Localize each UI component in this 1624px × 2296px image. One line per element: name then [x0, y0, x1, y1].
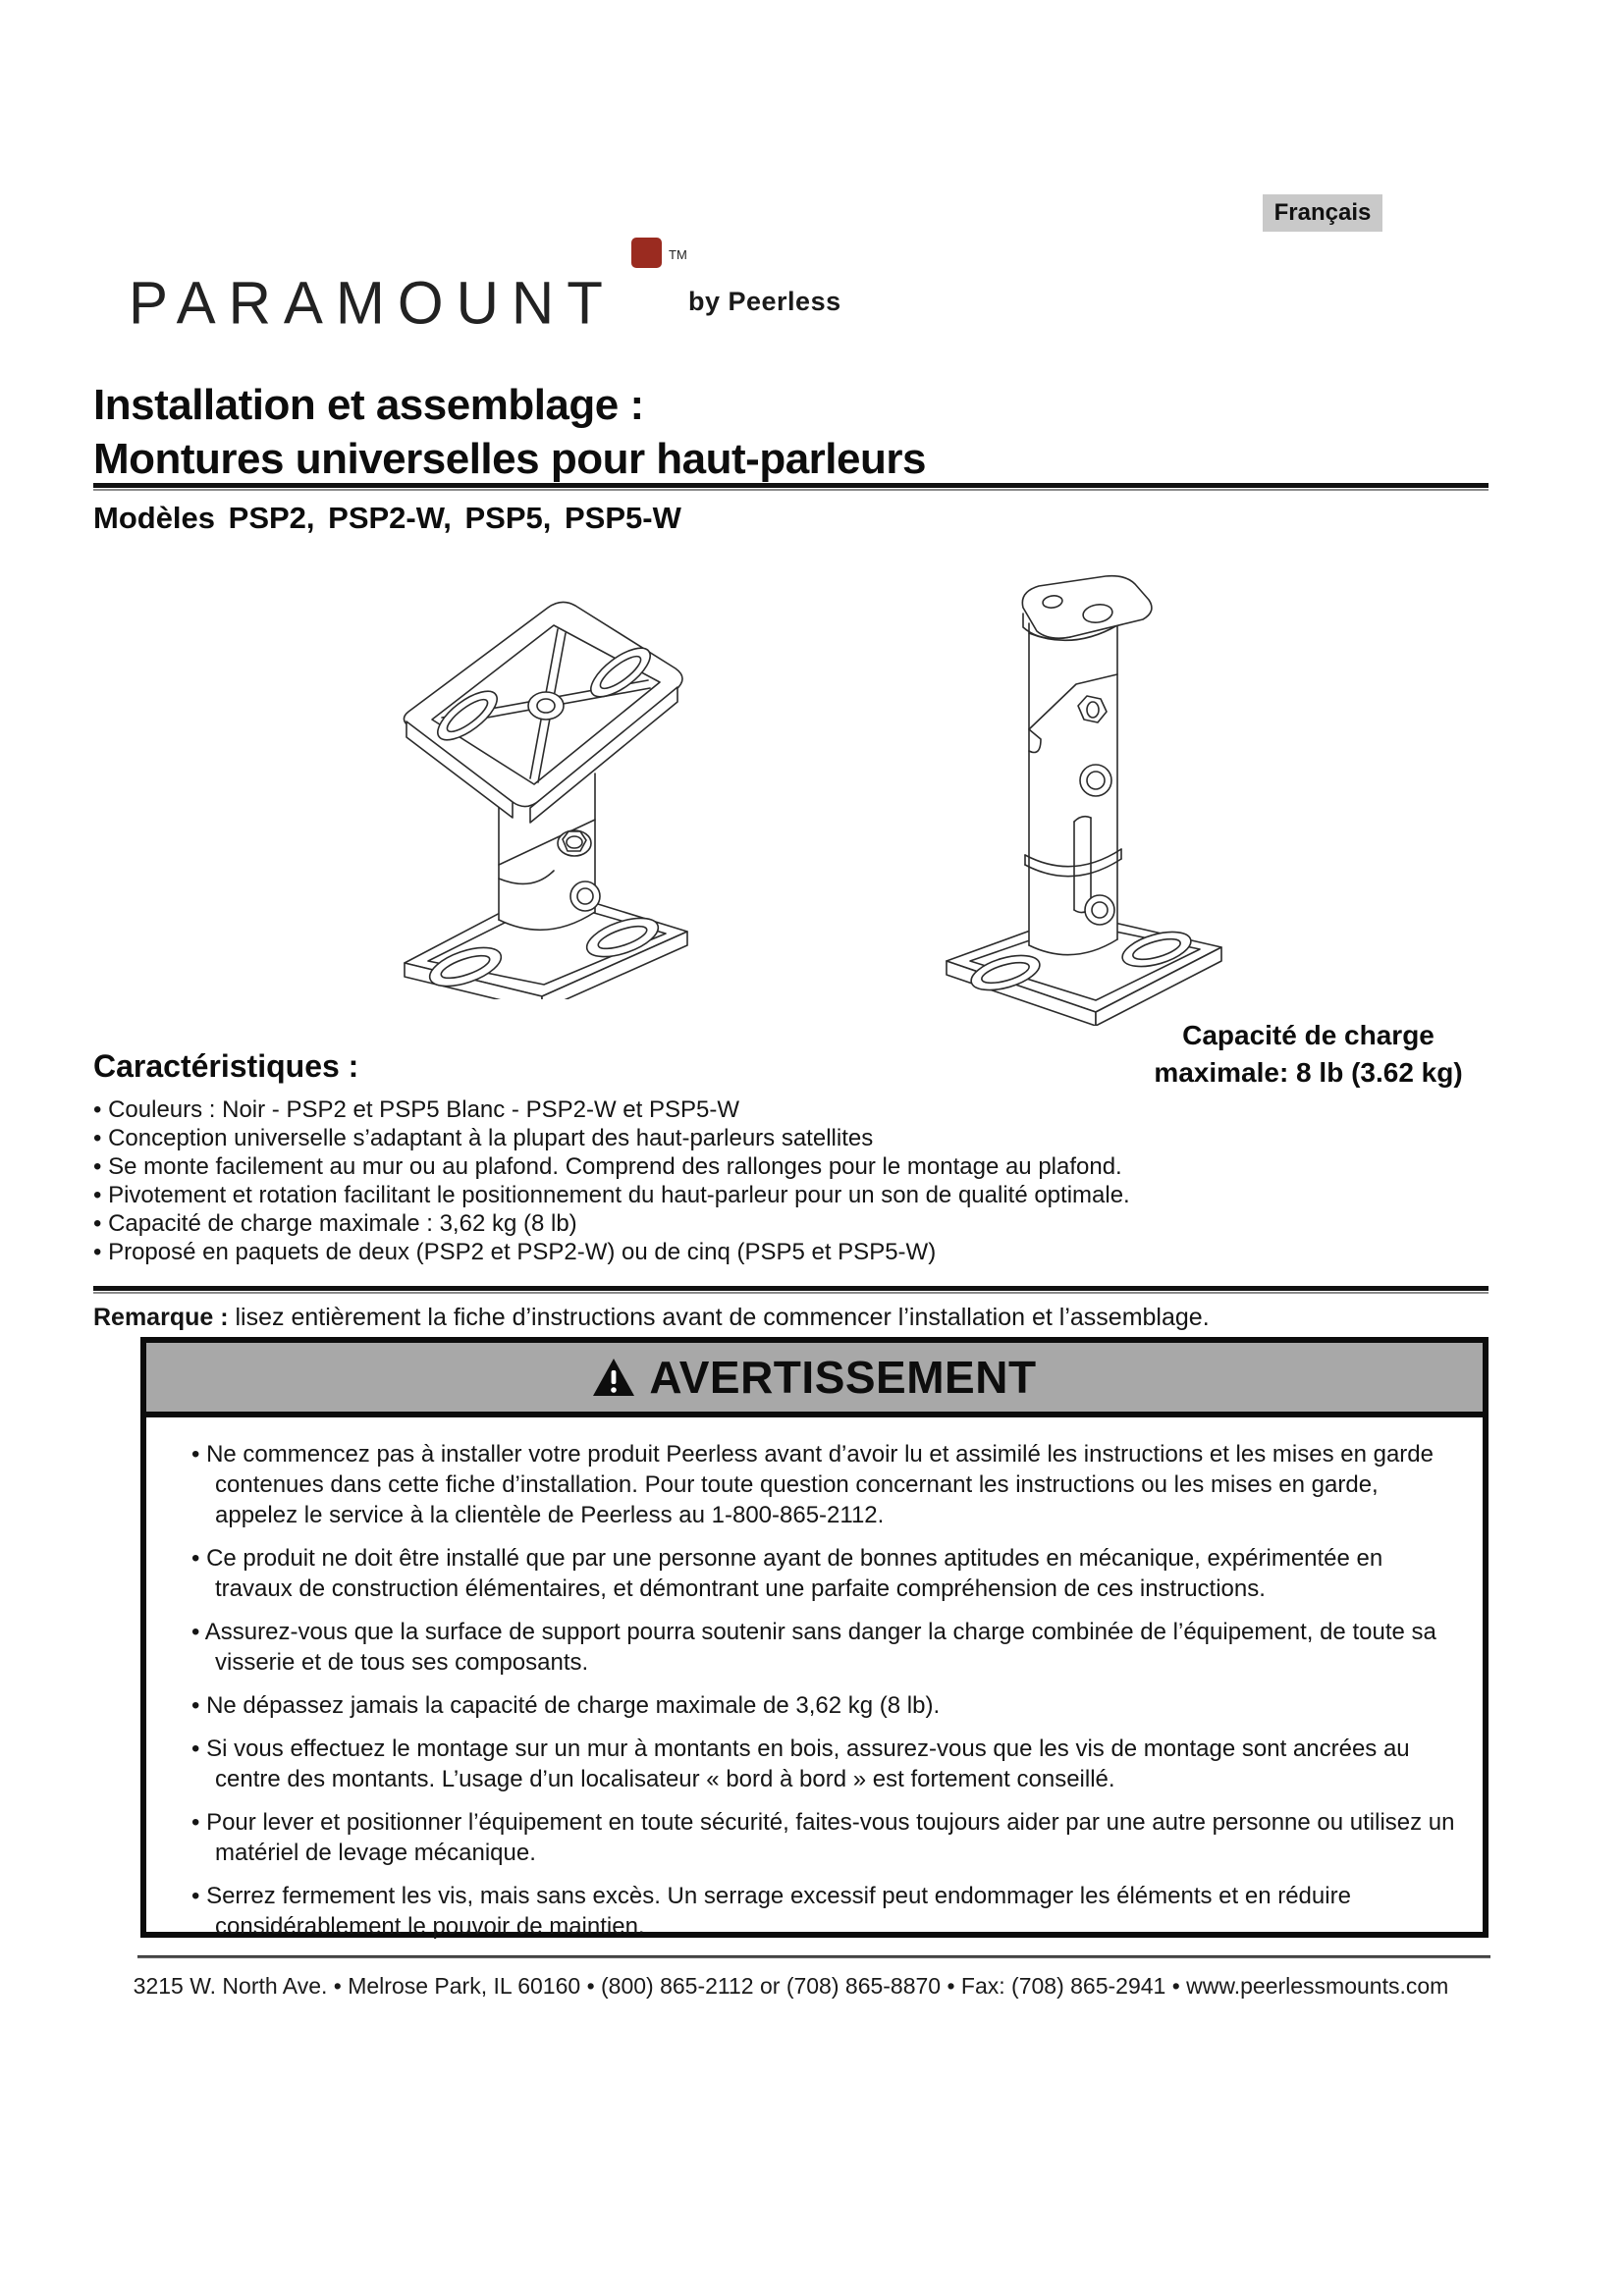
note-text: lisez entièrement la fiche d’instructions avant de commencer l’installation et l’assemblage. — [228, 1304, 1210, 1331]
logo-wordmark: PARAMOUNT — [129, 269, 616, 337]
warning-list — [146, 1417, 1483, 1942]
title-divider — [93, 483, 1489, 491]
warning-item: • Ne commencez pas à installer votre produit Peerless avant d’avoir lu et assimilé les instructions et les mises en garde contenues dans cette fiche d’installation. Pour toute question concernant les instructions ou les mises en garde, appelez le service à la clientèle de Peerless au 1-800-865-2112. — [176, 1439, 1457, 1530]
language-badge: Français — [1263, 194, 1382, 232]
warning-title: AVERTISSEMENT — [649, 1352, 1037, 1403]
footer-divider — [137, 1955, 1490, 1958]
warning-item: • Ce produit ne doit être installé que par une personne ayant de bonnes aptitudes en mécanique, expérimentée en travaux de construction élémentaires, et démontrant une parfaite compréhension de ces instructions. — [176, 1543, 1457, 1604]
warning-item: • Assurez-vous que la surface de support pourra soutenir sans danger la charge combinée de l’équipement, de toute sa visserie et de tous ses composants. — [176, 1617, 1457, 1678]
trademark-symbol: TM — [669, 247, 687, 262]
warning-header — [146, 1343, 1483, 1417]
models-line: Modèles PSP2, PSP2-W, PSP5, PSP5-W — [93, 501, 681, 535]
warning-item: • Ne dépassez jamais la capacité de charge maximale de 3,62 kg (8 lb). — [176, 1690, 1457, 1721]
feature-item: • Pivotement et rotation facilitant le positionnement du haut-parleur pour un son de qualité optimale. — [93, 1181, 1173, 1209]
page-title — [93, 378, 926, 486]
features-list — [93, 1095, 1173, 1266]
capacity-line1: Capacité de charge — [1182, 1020, 1435, 1050]
warning-box — [140, 1337, 1489, 1938]
speaker-mount-diagram-left — [385, 572, 724, 999]
page-title-line1: Installation et assemblage : — [93, 381, 644, 429]
note-divider — [93, 1286, 1489, 1294]
page-title-line2: Montures universelles pour haut-parleurs — [93, 435, 926, 483]
feature-item: • Conception universelle s’adaptant à la plupart des haut-parleurs satellites — [93, 1124, 1173, 1152]
capacity-callout — [1129, 1017, 1488, 1092]
feature-item: • Se monte facilement au mur ou au plafond. Comprend des rallonges pour le montage au plafond. — [93, 1152, 1173, 1181]
logo-byline: by Peerless — [688, 287, 841, 316]
warning-item: • Serrez fermement les vis, mais sans excès. Un serrage excessif peut endommager les éléments et en réduire considérablement le pouvoir de maintien. — [176, 1881, 1457, 1942]
paramount-logo — [129, 236, 914, 344]
note-label: Remarque : — [93, 1304, 229, 1331]
capacity-line2: maximale: 8 lb (3.62 kg) — [1154, 1057, 1463, 1088]
features-heading: Caractéristiques : — [93, 1048, 359, 1084]
feature-item: • Capacité de charge maximale : 3,62 kg (8 lb) — [93, 1209, 1173, 1238]
warning-item: • Pour lever et positionner l’équipement en toute sécurité, faites-vous toujours aider par une autre personne ou utilisez un matériel de levage mécanique. — [176, 1807, 1457, 1868]
feature-item: • Proposé en paquets de deux (PSP2 et PSP2-W) ou de cinq (PSP5 et PSP5-W) — [93, 1238, 1173, 1266]
warning-item: • Si vous effectuez le montage sur un mur à montants en bois, assurez-vous que les vis de montage sont ancrées au centre des montants. L’usage d’un localisateur « bord à bord » est fortement conseillé. — [176, 1734, 1457, 1794]
note-line — [93, 1304, 1489, 1332]
logo-red-square-icon — [631, 238, 662, 268]
speaker-mount-diagram-right — [931, 564, 1245, 1026]
feature-item: • Couleurs : Noir - PSP2 et PSP5 Blanc - PSP2-W et PSP5-W — [93, 1095, 1173, 1124]
warning-triangle-icon — [592, 1357, 635, 1398]
footer-contact-line: 3215 W. North Ave. • Melrose Park, IL 60160 • (800) 865-2112 or (708) 865-8870 • Fax: (708) 865-2941 • www.peerlessmounts.com — [133, 1973, 1449, 1999]
